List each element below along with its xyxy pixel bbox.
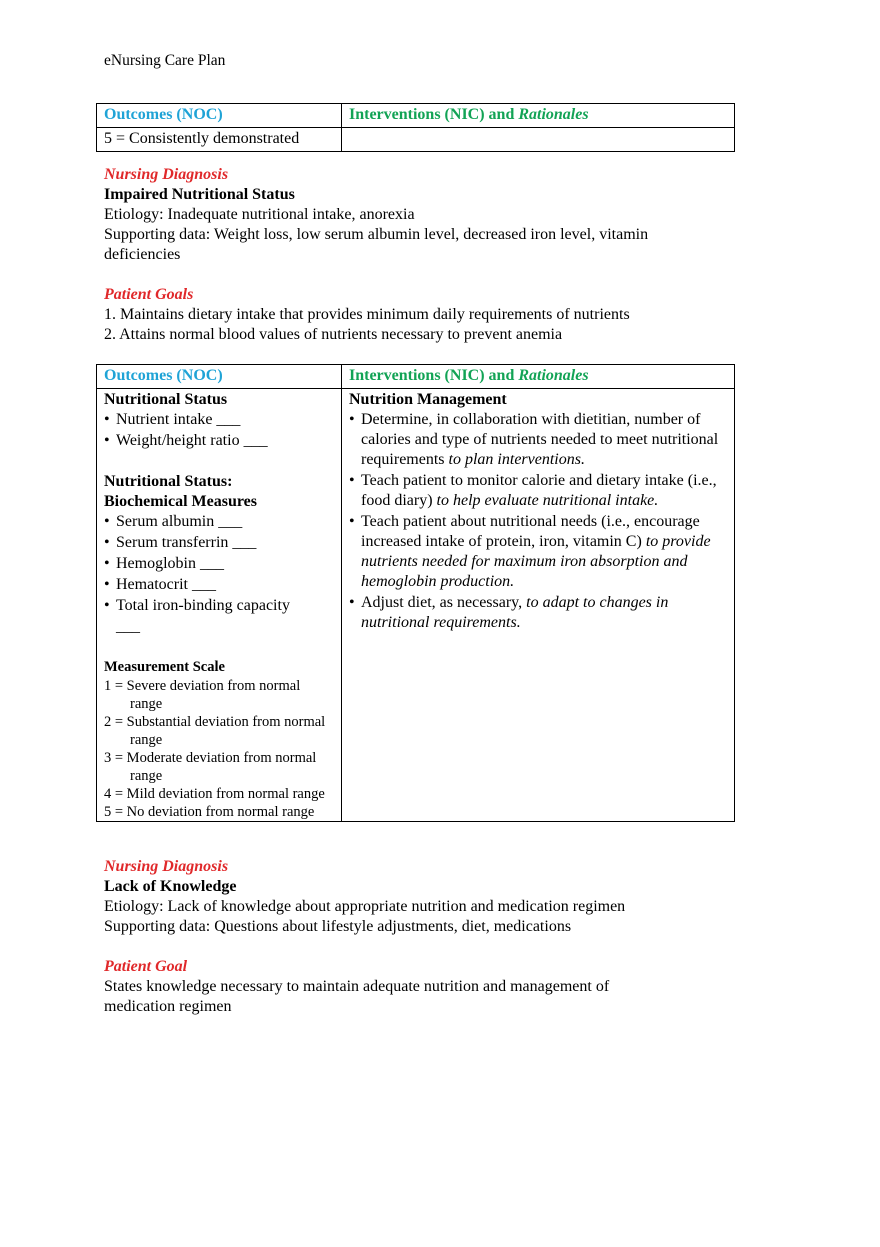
rationale-text: to adapt to changes in nutritional requirements.	[361, 594, 669, 631]
intervention-item: • Teach patient about nutritional needs (i.e., encourage increased intake of protein, iron, vitamin C) to provide nutrients needed for maximum iron absorption and hemoglobin production.	[349, 512, 727, 592]
empty-cell	[342, 128, 735, 152]
outcome-item: • Hematocrit ___	[104, 575, 334, 595]
scale-item: 1 = Severe deviation from normal range	[104, 678, 301, 712]
diagnosis-title: Lack of Knowledge	[104, 878, 237, 895]
interventions-cell	[342, 389, 735, 822]
diagnosis-title: Impaired Nutritional Status	[104, 186, 295, 203]
nursing-diagnosis-section	[104, 165, 744, 345]
supporting-data-text: Supporting data: Questions about lifestyle adjustments, diet, medications	[104, 918, 572, 935]
section-label: Nursing Diagnosis	[104, 166, 229, 183]
scale-item: 5 = No deviation from normal range	[104, 804, 315, 820]
outcome-group-title: Nutritional Status	[104, 391, 228, 408]
rationale-text: to plan interventions.	[448, 451, 585, 468]
outcome-item: • Serum transferrin ___	[104, 533, 334, 553]
measurement-scale-title: Measurement Scale	[104, 659, 225, 675]
care-plan-table-continued	[96, 103, 735, 152]
intervention-item: • Determine, in collaboration with dietitian, number of calories and type of nutrients needed to meet nutritional requirements to plan interventions.	[349, 410, 727, 470]
scale-item: 5 = Consistently demonstrated	[97, 128, 342, 152]
care-plan-table	[96, 364, 735, 822]
outcome-item: • Serum albumin ___	[104, 512, 334, 532]
table-row	[97, 389, 735, 822]
outcomes-header: Outcomes (NOC)	[97, 104, 342, 128]
goal-text: States knowledge necessary to maintain adequate nutrition and management of medication regimen	[104, 978, 610, 1015]
etiology-text: Etiology: Inadequate nutritional intake, anorexia	[104, 206, 415, 223]
rationale-text: to provide nutrients needed for maximum iron absorption and hemoglobin production.	[361, 533, 711, 590]
outcomes-cell	[97, 389, 342, 822]
section-label: Patient Goal	[104, 958, 188, 975]
rationale-text: to help evaluate nutritional intake.	[436, 492, 659, 509]
etiology-text: Etiology: Lack of knowledge about appropriate nutrition and medication regimen	[104, 898, 626, 915]
scale-item: 2 = Substantial deviation from normal range	[104, 714, 326, 748]
scale-item: 3 = Moderate deviation from normal range	[104, 750, 317, 784]
outcome-item: • Weight/height ratio ___	[104, 431, 334, 451]
nursing-diagnosis-section	[104, 857, 744, 1017]
goal-item: 2. Attains normal blood values of nutrients necessary to prevent anemia	[104, 326, 563, 343]
section-label: Patient Goals	[104, 286, 194, 303]
goal-item: 1. Maintains dietary intake that provides minimum daily requirements of nutrients	[104, 306, 630, 323]
interventions-header: Interventions (NIC) and Rationales	[342, 365, 735, 389]
intervention-item: • Adjust diet, as necessary, to adapt to changes in nutritional requirements.	[349, 593, 727, 633]
table-header-row	[97, 104, 735, 128]
outcomes-header: Outcomes (NOC)	[97, 365, 342, 389]
table-row	[97, 128, 735, 152]
supporting-data-text: Supporting data: Weight loss, low serum albumin level, decreased iron level, vitamin deficiencies	[104, 226, 649, 263]
scale-item: 4 = Mild deviation from normal range	[104, 786, 325, 802]
outcome-group-title: Nutritional Status:	[104, 473, 233, 490]
intervention-group-title: Nutrition Management	[349, 391, 507, 408]
outcome-group-title: Biochemical Measures	[104, 493, 258, 510]
section-label: Nursing Diagnosis	[104, 858, 229, 875]
outcome-item: • Total iron-binding capacity	[104, 596, 334, 616]
outcome-item: • Nutrient intake ___	[104, 410, 334, 430]
outcome-blank: ___	[116, 618, 140, 635]
intervention-item: • Teach patient to monitor calorie and dietary intake (i.e., food diary) to help evaluate nutritional intake.	[349, 471, 727, 511]
outcome-item: • Hemoglobin ___	[104, 554, 334, 574]
interventions-header: Interventions (NIC) and Rationales	[342, 104, 735, 128]
running-header: eNursing Care Plan	[104, 52, 226, 69]
table-header-row	[97, 365, 735, 389]
